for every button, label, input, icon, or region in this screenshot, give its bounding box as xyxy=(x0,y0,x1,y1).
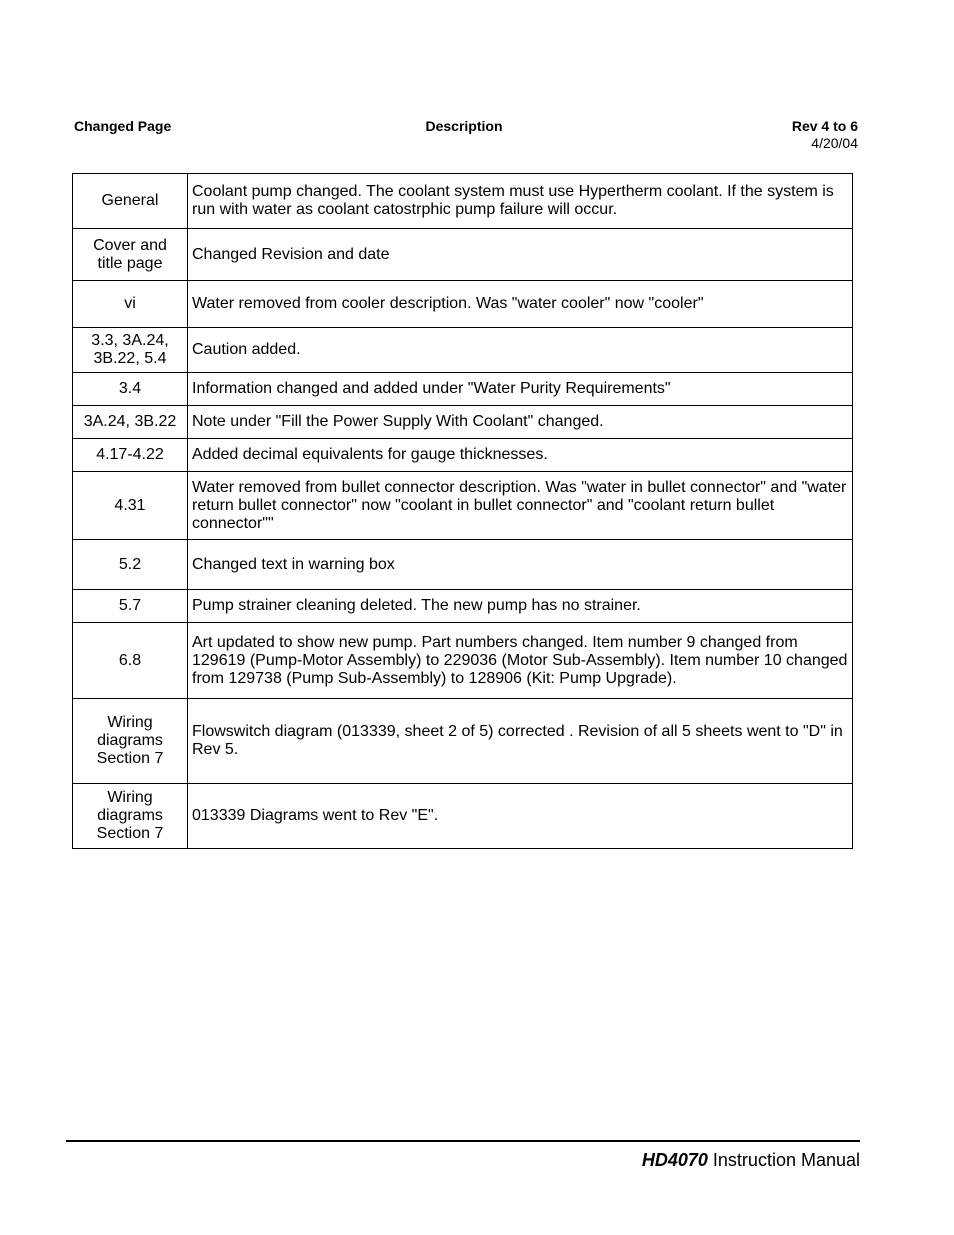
description-cell: 013339 Diagrams went to Rev "E". xyxy=(188,784,853,849)
description-cell: Information changed and added under "Water Purity Requirements" xyxy=(188,373,853,406)
description-cell: Art updated to show new pump. Part numbers changed. Item number 9 changed from 129619 (Pump-Motor Assembly) to 229036 (Motor Sub-Assembly). Item number 10 changed from 129738 (Pump Sub-Assembly) to 128906 (Kit: Pump Upgrade). xyxy=(188,623,853,699)
manual-title: Instruction Manual xyxy=(712,1150,860,1170)
table-row xyxy=(73,406,853,439)
table-row xyxy=(73,623,853,699)
description-cell: Caution added. xyxy=(188,328,853,373)
table-row xyxy=(73,540,853,590)
revision-date: 4/20/04 xyxy=(811,135,858,151)
description-cell: Pump strainer cleaning deleted. The new pump has no strainer. xyxy=(188,590,853,623)
model-name: HD4070 xyxy=(641,1150,708,1170)
changed-page-cell: 4.17-4.22 xyxy=(73,439,188,472)
description-cell: Water removed from cooler description. Was "water cooler" now "cooler" xyxy=(188,281,853,328)
footer-rule xyxy=(66,1140,860,1142)
table-row xyxy=(73,174,853,229)
table-row xyxy=(73,439,853,472)
changed-page-cell: vi xyxy=(73,281,188,328)
changed-page-heading: Changed Page xyxy=(74,118,172,134)
description-cell: Changed text in warning box xyxy=(188,540,853,590)
changed-page-cell: 5.7 xyxy=(73,590,188,623)
table-row xyxy=(73,373,853,406)
table-row xyxy=(73,590,853,623)
table-row xyxy=(73,229,853,281)
revision-heading: Rev 4 to 6 xyxy=(791,118,858,134)
changed-page-cell: General xyxy=(73,174,188,229)
description-heading: Description xyxy=(425,118,503,134)
description-cell: Flowswitch diagram (013339, sheet 2 of 5) corrected . Revision of all 5 sheets went to "D" in Rev 5. xyxy=(188,699,853,784)
changed-page-cell: 6.8 xyxy=(73,623,188,699)
revision-table xyxy=(72,173,853,849)
table-row xyxy=(73,281,853,328)
table-row xyxy=(73,784,853,849)
changed-page-cell: 5.2 xyxy=(73,540,188,590)
description-cell: Water removed from bullet connector description. Was "water in bullet connector" and "water return bullet connector" now "coolant in bullet connector" and "coolant return bullet connector"" xyxy=(188,472,853,540)
description-cell: Changed Revision and date xyxy=(188,229,853,281)
footer xyxy=(642,1150,860,1170)
description-cell: Note under "Fill the Power Supply With Coolant" changed. xyxy=(188,406,853,439)
table-row xyxy=(73,472,853,540)
changed-page-cell: Cover and title page xyxy=(73,229,188,281)
description-cell: Added decimal equivalents for gauge thicknesses. xyxy=(188,439,853,472)
changed-page-cell: 3.4 xyxy=(73,373,188,406)
table-row xyxy=(73,699,853,784)
table-row xyxy=(73,328,853,373)
changed-page-cell: Wiring diagrams Section 7 xyxy=(73,699,188,784)
changed-page-cell: Wiring diagrams Section 7 xyxy=(73,784,188,849)
description-cell: Coolant pump changed. The coolant system must use Hypertherm coolant. If the system is run with water as coolant catostrphic pump failure will occur. xyxy=(188,174,853,229)
changed-page-cell: 3.3, 3A.24, 3B.22, 5.4 xyxy=(73,328,188,373)
changed-page-cell: 3A.24, 3B.22 xyxy=(73,406,188,439)
changed-page-cell: 4.31 xyxy=(73,472,188,540)
